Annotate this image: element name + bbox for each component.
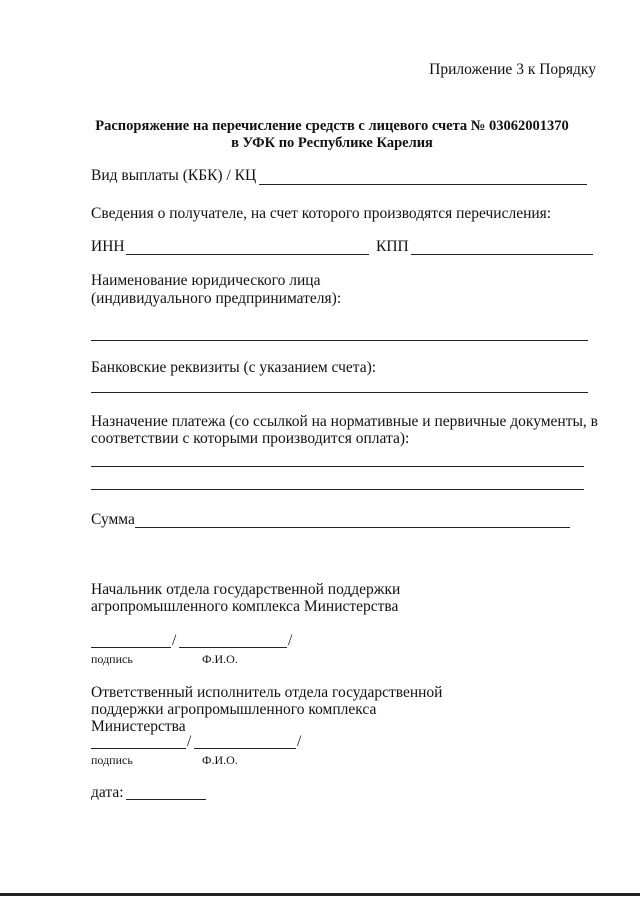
exec-slash-1: / [187, 733, 192, 750]
exec-title-line-1: Ответственный исполнитель отдела государственной [91, 684, 443, 701]
sum-field[interactable] [135, 527, 570, 528]
head-slash-2: / [288, 632, 293, 649]
exec-name-field[interactable] [194, 748, 296, 749]
kpp-field[interactable] [411, 254, 593, 255]
exec-title-line-2: поддержки агропромышленного комплекса [91, 701, 377, 718]
head-title-line-1: Начальник отдела государственной поддержки [91, 581, 401, 598]
kpp-label: КПП [376, 238, 409, 255]
appendix-label: Приложение 3 к Порядку [429, 61, 596, 78]
purpose-label-line-1: Назначение платежа (со ссылкой на нормативные и первичные документы, в [91, 413, 598, 430]
document-title-line-1: Распоряжение на перечисление средств с лицевого счета № 03062001370 [95, 118, 569, 134]
exec-title-line-3: Министерства [91, 718, 186, 735]
head-name-caption: Ф.И.О. [202, 652, 238, 666]
purpose-field-line-1[interactable] [91, 466, 584, 467]
page-bottom-rule [0, 893, 640, 896]
sum-label: Сумма [91, 511, 135, 528]
entity-name-label-line-2: (индивидуального предпринимателя): [91, 290, 342, 307]
head-name-field[interactable] [179, 647, 287, 648]
head-signature-caption: подпись [91, 652, 133, 666]
payment-type-field[interactable] [259, 184, 587, 185]
bank-details-field[interactable] [91, 392, 588, 393]
payment-type-label: Вид выплаты (КБК) / КЦ [91, 167, 257, 184]
date-field[interactable] [126, 799, 206, 800]
head-title-line-2: агропромышленного комплекса Министерства [91, 598, 399, 615]
entity-name-label-line-1: Наименование юридического лица [91, 272, 321, 289]
exec-signature-field[interactable] [91, 748, 186, 749]
recipient-info-label: Сведения о получателе, на счет которого производятся перечисления: [91, 205, 552, 222]
date-label: дата: [91, 784, 124, 801]
head-slash-1: / [172, 632, 177, 649]
purpose-label-line-2: соответствии с которыми производится оплата): [91, 430, 410, 447]
bank-details-label: Банковские реквизиты (с указанием счета): [91, 359, 377, 376]
inn-label: ИНН [91, 238, 125, 255]
exec-name-caption: Ф.И.О. [202, 753, 238, 767]
purpose-field-line-2[interactable] [91, 489, 584, 490]
document-title-line-2: в УФК по Республике Карелия [231, 135, 433, 151]
head-signature-field[interactable] [91, 647, 171, 648]
entity-name-field[interactable] [91, 340, 588, 341]
exec-signature-caption: подпись [91, 753, 133, 767]
exec-slash-2: / [297, 733, 302, 750]
inn-field[interactable] [126, 254, 369, 255]
